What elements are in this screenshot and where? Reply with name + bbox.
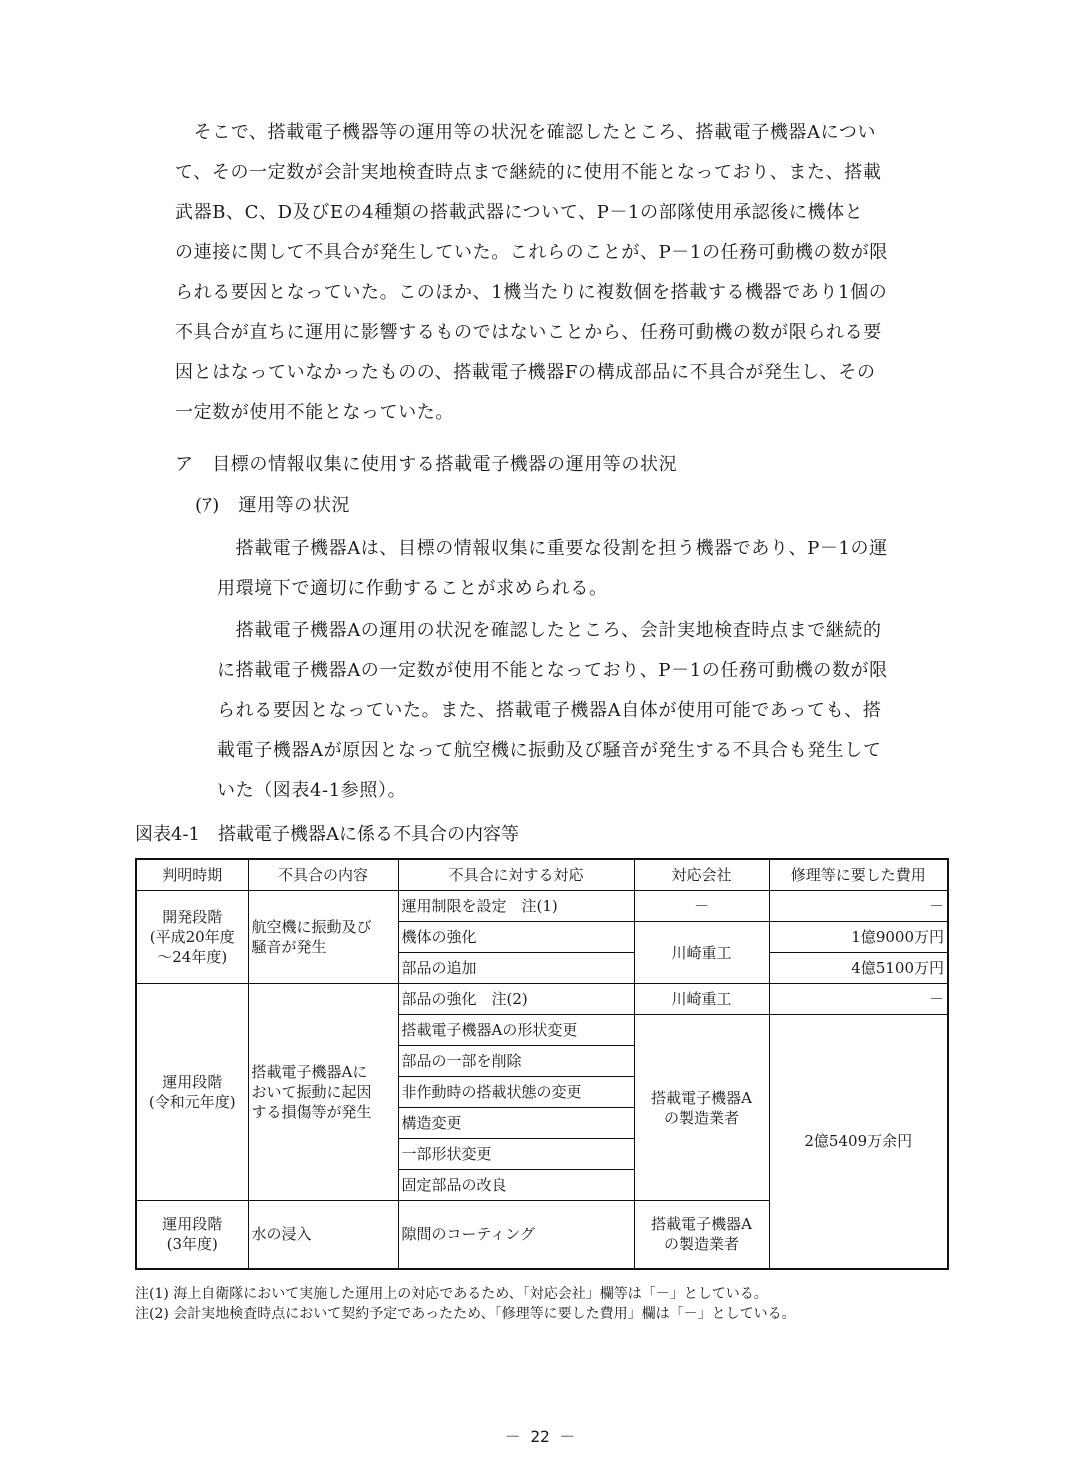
action-cell: 隙間のコーティング (398, 1201, 634, 1269)
cost-cell: 1億9000万円 (769, 922, 948, 953)
period-cell (136, 891, 248, 984)
action-cell: 部品の追加 (398, 953, 634, 984)
cell-line: 航空機に振動及び (251, 918, 372, 936)
column-header-cost: 修理等に要した費用 (769, 859, 948, 891)
cell-line: ～24年度) (157, 948, 228, 966)
cell-line: 運用段階 (162, 1073, 223, 1091)
table-notes (135, 1284, 796, 1324)
text-line: そこで、搭載電子機器等の運用等の状況を確認したところ、搭載電子機器Aについ (175, 122, 877, 143)
company-cell: － (634, 891, 769, 922)
table-row (136, 984, 948, 1015)
action-cell: 部品の強化 注(2) (398, 984, 634, 1015)
text-line: て、その一定数が会計実地検査時点まで継続的に使用不能となっており、また、搭載 (175, 162, 882, 183)
text-line: 搭載電子機器Aの運用の状況を確認したところ、会計実地検査時点まで継続的 (217, 620, 882, 641)
action-cell: 一部形状変更 (398, 1139, 634, 1170)
action-cell: 搭載電子機器Aの形状変更 (398, 1015, 634, 1046)
content-cell (248, 891, 398, 984)
content-cell: 水の浸入 (248, 1201, 398, 1269)
text-line: られる要因となっていた。このほか、1機当たりに複数個を搭載する機器であり1個の (175, 282, 888, 303)
period-cell (136, 1201, 248, 1269)
paragraph-a2 (217, 611, 888, 811)
company-cell: 川崎重工 (634, 922, 769, 984)
defects-table (135, 858, 949, 1270)
text-line: の連接に関して不具合が発生していた。これらのことが、P－1の任務可動機の数が限 (175, 242, 888, 263)
text-line: 因とはなっていなかったものの、搭載電子機器Fの構成部品に不具合が発生し、その (175, 362, 876, 383)
content-cell (248, 984, 398, 1201)
cost-cell: － (769, 984, 948, 1015)
page-number: － 22 － (504, 1427, 576, 1446)
action-cell: 機体の強化 (398, 922, 634, 953)
cost-cell: 4億5100万円 (769, 953, 948, 984)
action-cell: 運用制限を設定 注(1) (398, 891, 634, 922)
cell-line: 騒音が発生 (251, 938, 327, 956)
cell-line: の製造業者 (663, 1235, 739, 1254)
cell-line: おいて振動に起因 (251, 1083, 372, 1101)
note-2: 注(2) 会計実地検査時点において契約予定であったため、「修理等に要した費用」欄は「－」としている。 (135, 1306, 796, 1322)
column-header-company: 対応会社 (634, 859, 769, 891)
cell-line: 搭載電子機器A (651, 1215, 752, 1234)
cell-line: (平成20年度 (149, 928, 235, 946)
company-cell (634, 1015, 769, 1201)
intro-paragraph (175, 113, 888, 433)
cell-line: (令和元年度) (148, 1093, 236, 1111)
period-cell (136, 984, 248, 1201)
action-cell: 部品の一部を削除 (398, 1046, 634, 1077)
column-header-content: 不具合の内容 (248, 859, 398, 891)
action-cell: 固定部品の改良 (398, 1170, 634, 1201)
text-line: 武器B、C、D及びEの4種類の搭載武器について、P－1の部隊使用承認後に機体と (175, 202, 864, 223)
table-header-row (136, 859, 948, 891)
action-cell: 構造変更 (398, 1108, 634, 1139)
text-line: 一定数が使用不能となっていた。 (175, 402, 454, 423)
cell-line: する損傷等が発生 (251, 1103, 372, 1121)
column-header-action: 不具合に対する対応 (398, 859, 634, 891)
text-line: 搭載電子機器Aは、目標の情報収集に重要な役割を担う機器であり、P－1の運 (217, 538, 888, 559)
cell-line: (3年度) (166, 1235, 218, 1254)
text-line: 用環境下で適切に作動することが求められる。 (217, 578, 608, 599)
cell-line: 開発段階 (162, 908, 223, 926)
figure-title: 図表4-1 搭載電子機器Aに係る不具合の内容等 (135, 824, 519, 845)
cost-cell: － (769, 891, 948, 922)
note-1: 注(1) 海上自衛隊において実施した運用上の対応であるため、「対応会社」欄等は「－」としている。 (135, 1286, 768, 1302)
cell-line: の製造業者 (663, 1108, 739, 1127)
text-line: 載電子機器Aが原因となって航空機に振動及び騒音が発生する不具合も発生して (217, 740, 882, 761)
text-line: 不具合が直ちに運用に影響するものではないことから、任務可動機の数が限られる要 (175, 322, 882, 343)
text-line: られる要因となっていた。また、搭載電子機器A自体が使用可能であっても、搭 (217, 700, 882, 721)
paragraph-a1 (217, 529, 888, 609)
text-line: いた（図表4-1参照）。 (217, 780, 407, 801)
text-line: に搭載電子機器Aの一定数が使用不能となっており、P－1の任務可動機の数が限 (217, 660, 888, 681)
section-heading-a: ア 目標の情報収集に使用する搭載電子機器の運用等の状況 (175, 454, 678, 475)
action-cell: 非作動時の搭載状態の変更 (398, 1077, 634, 1108)
cost-cell: 2億5409万余円 (769, 1015, 948, 1269)
cell-line: 搭載電子機器A (651, 1088, 752, 1107)
subsection-heading: (ｱ) 運用等の状況 (195, 495, 351, 516)
company-cell: 川崎重工 (634, 984, 769, 1015)
cell-line: 運用段階 (162, 1215, 223, 1234)
company-cell (634, 1201, 769, 1269)
table-row (136, 891, 948, 922)
column-header-period: 判明時期 (136, 859, 248, 891)
cell-line: 搭載電子機器Aに (251, 1063, 368, 1081)
